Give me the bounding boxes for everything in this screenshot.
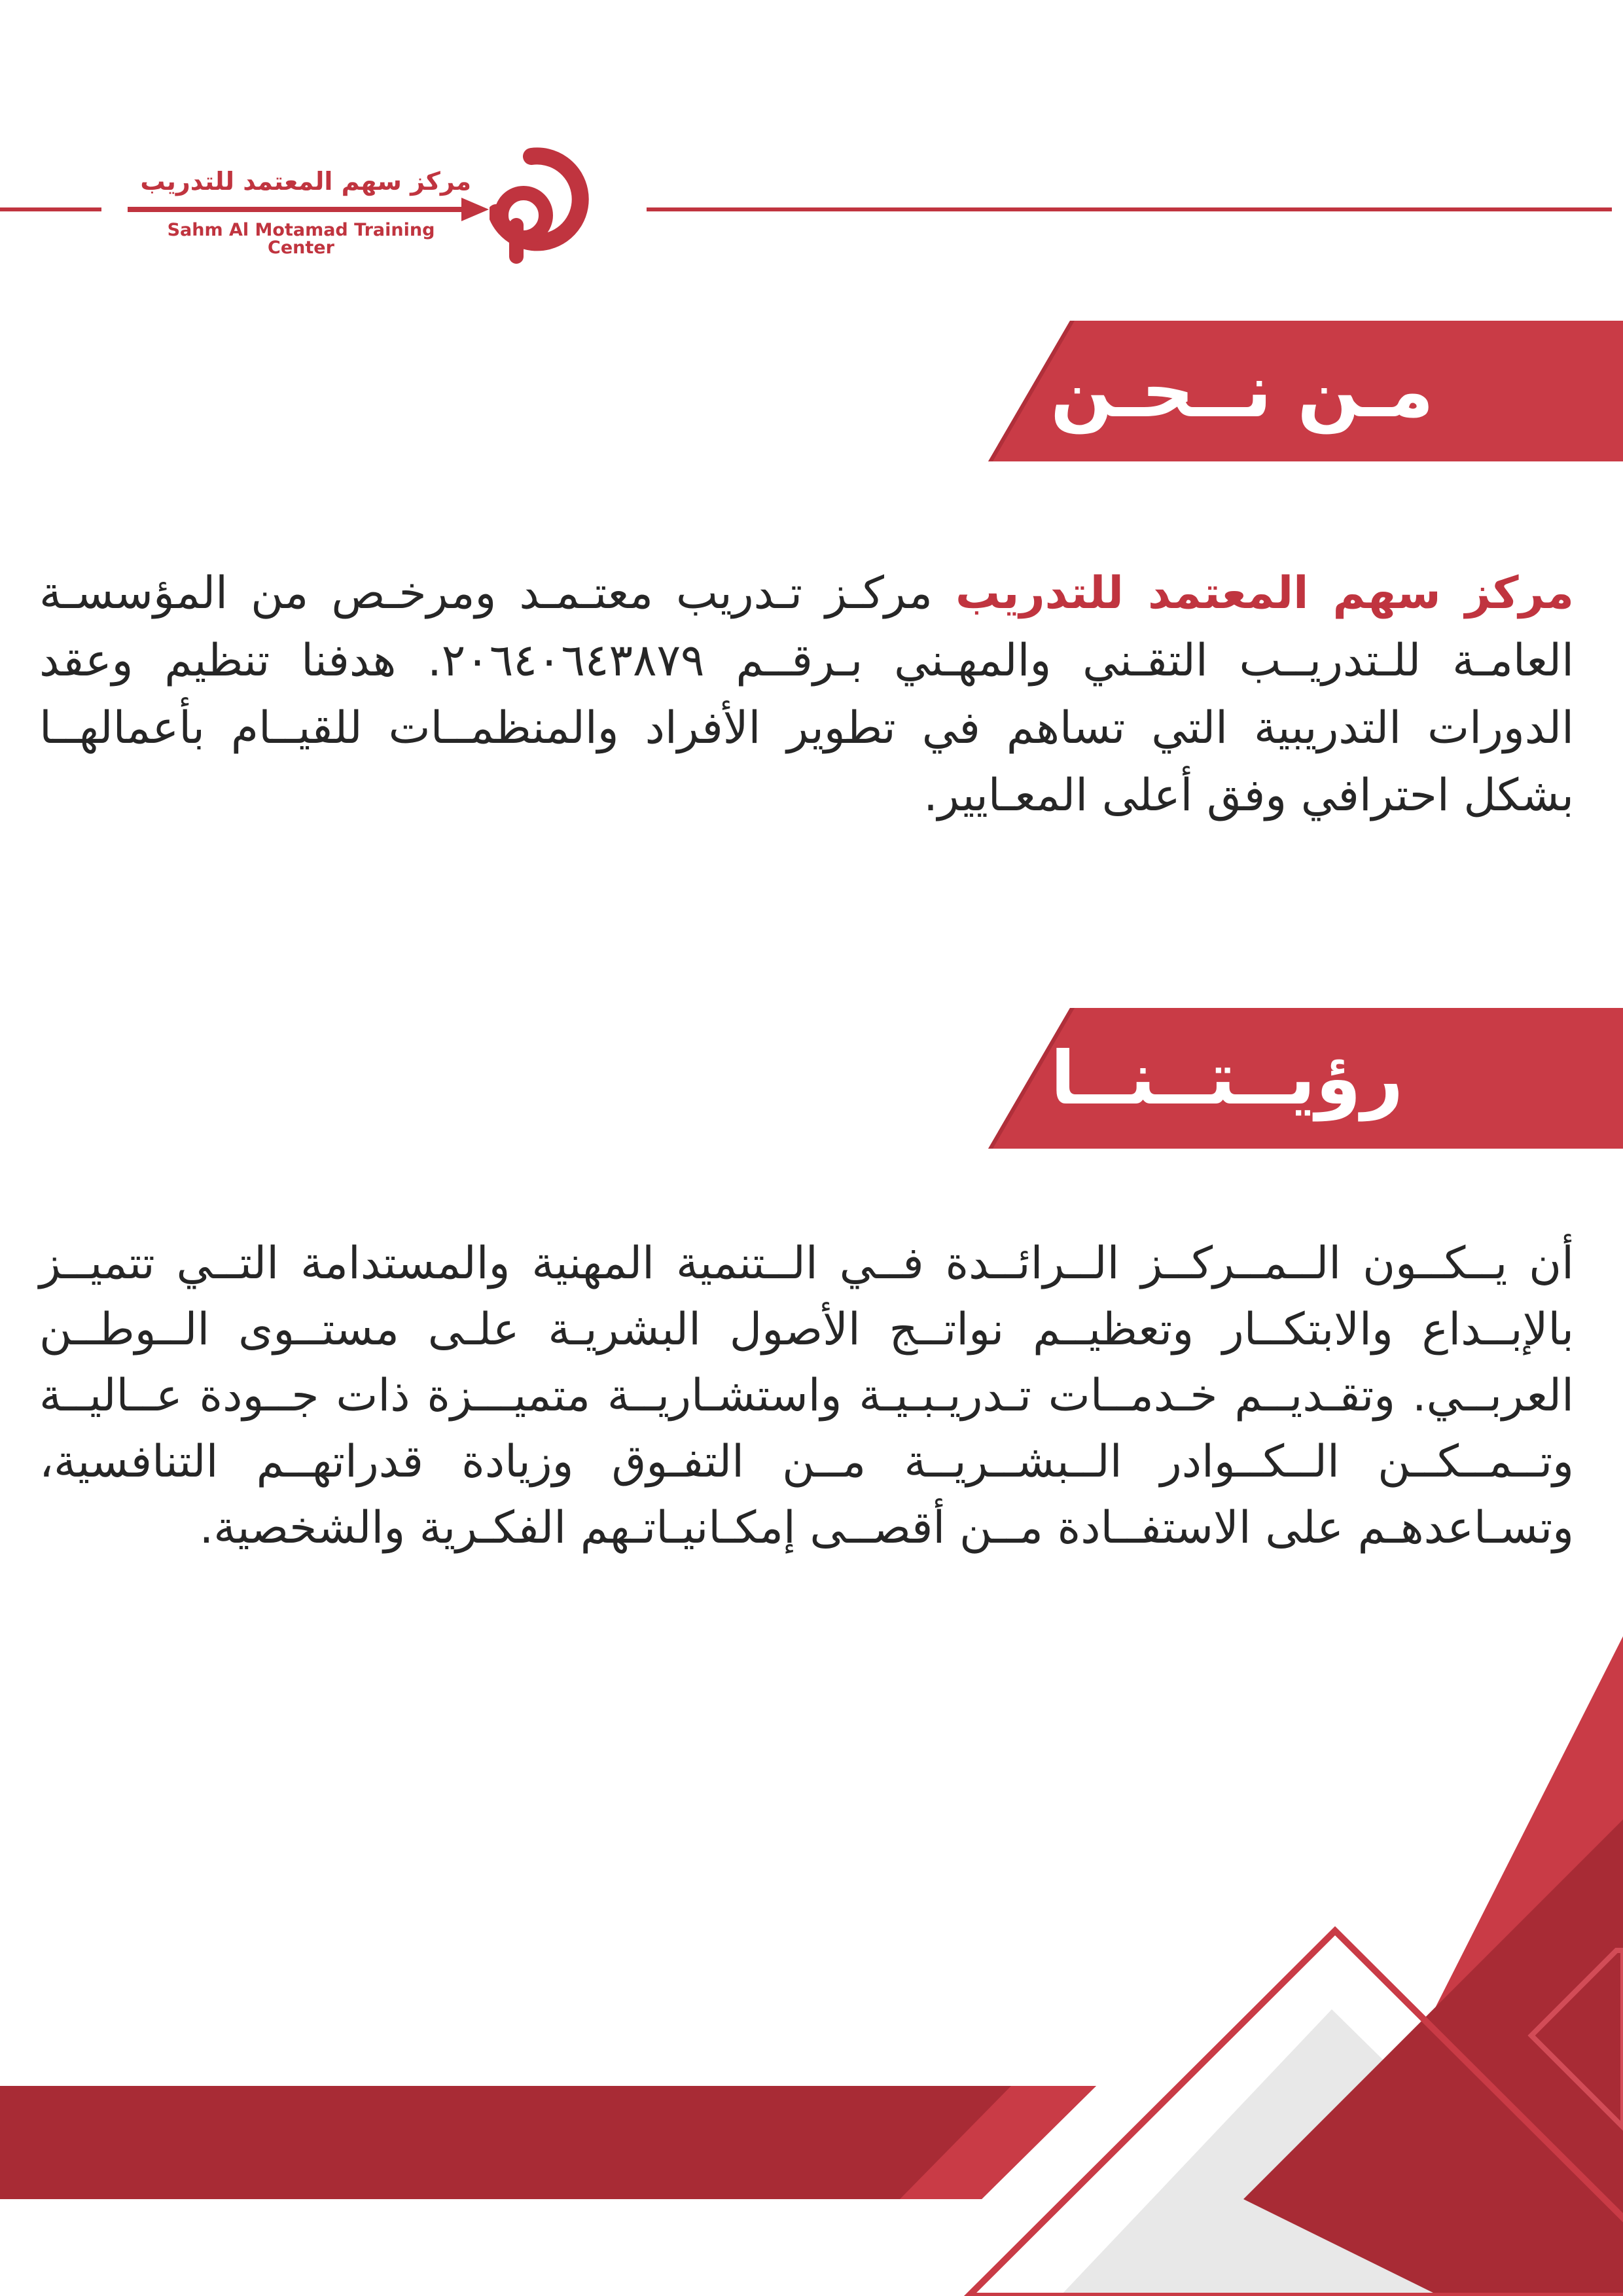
vision-paragraph [39,1230,1574,1561]
brand-name-english: Sahm Al Motamad Training Center [167,220,435,258]
about-banner [988,321,1623,461]
header-line-left [0,207,101,211]
vision-banner [988,1008,1623,1149]
vision-body: أن يــكــون الــمــركــز الــرائــدة فــي الــتنمية المهنية والمستدامة التــي تتميــز بالإبــداع والابتكــار وتعظيــم نواتــج الأصول البشريـة علـى مستــوى الــوطــن العربــي. وتقـديــم خـدمــات تـدريـبـيـة واستشـاريــة متميـــزة ذات جــودة عــاليــة وتــمــكــن الــكــوادر الــبشــريــة مــن التفـوق وزيادة قدراتهــم التنافسية، وتسـاعدهـم على الاستفــادة مــن أقصــى إمكـانيـاتـهم الفكـرية والشخصية. [39,1238,1574,1554]
about-title: مـن نــحـن [1050,348,1434,434]
footer-decoration [0,1623,1623,2296]
about-body: مركـز تـدريب معتـمـد ومرخـص من المؤسسـة العامـة للـتدريــب التقـني والمهـني بـرقــم ٢٠٦٤٠٦٤٣٨٧٩. هدفنا تنظيم وعقد الدورات التدريبية التي تساهم في تطوير الأفراد والمنظمــات للقيــام بأعمالهــا بشكل احترافي وفق أعلى المعـايير. [39,567,1574,821]
sahm-logo-icon [490,147,594,275]
vision-title: رؤيــتــنــا [1050,1035,1404,1121]
brand-name-arabic: مركز سهم المعتمد للتدريب [140,167,471,196]
header-line-right [647,207,1612,211]
about-highlight: مركز سهم المعتمد للتدريب [955,567,1574,619]
about-paragraph [39,560,1574,829]
